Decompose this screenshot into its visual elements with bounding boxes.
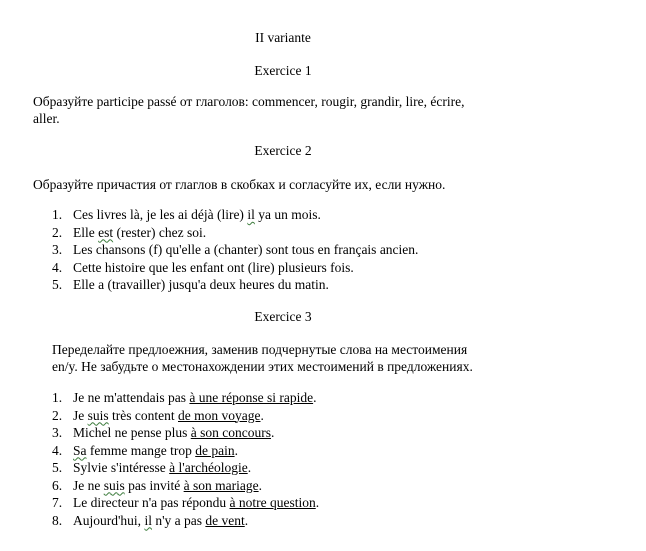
list-item-number: 5. (52, 277, 63, 292)
sentence-text: (rester) chez soi. (113, 224, 207, 240)
exercise-2-list (33, 206, 418, 294)
sentence-text: Le directeur n'a pas répondu (73, 495, 230, 510)
sentence-text: . (247, 460, 252, 475)
list-item (33, 389, 319, 407)
list-item-number: 4. (52, 259, 63, 275)
list-item (33, 512, 319, 530)
list-item (33, 259, 418, 277)
exercise-2-title: Exercice 2 (254, 143, 312, 158)
exercise-3-list (33, 389, 319, 529)
sentence-text: . (313, 390, 317, 405)
list-item (33, 459, 319, 477)
list-item (33, 206, 418, 224)
spellcheck-marked-word: suis (87, 407, 109, 423)
sentence-text: Cette histoire que les enfant ont (lire) plusieurs fois. (73, 259, 354, 275)
sentence-text: pas invité (124, 477, 184, 493)
list-item (33, 276, 418, 294)
sentence-text: Je (73, 407, 88, 423)
list-item-number: 5. (52, 460, 63, 475)
sentence-text: . (270, 425, 275, 440)
underlined-phrase: à son concours (190, 425, 271, 440)
list-item (33, 442, 319, 460)
underlined-phrase: de pain (195, 442, 235, 458)
list-item (33, 494, 319, 512)
sentence-text: . (234, 442, 238, 458)
list-item-number: 1. (52, 390, 63, 405)
exercise-3-instruction-line-2: en/y. Не забудьте о местонахождении этих местоимений в предложениях. (52, 359, 473, 374)
list-item (33, 424, 319, 442)
sentence-text: Les chansons (f) qu'elle a (chanter) sont tous en français ancien. (73, 242, 419, 257)
exercise-1-instruction-line-2: aller. (33, 111, 60, 126)
list-item (33, 241, 418, 259)
exercise-3-instruction (52, 341, 473, 375)
list-item (33, 407, 319, 425)
underlined-phrase: à notre question (229, 495, 316, 510)
list-item-number: 3. (52, 242, 63, 257)
sentence-text: ya un mois. (254, 207, 321, 222)
sentence-text: femme mange trop (86, 442, 196, 458)
sentence-text: Elle (73, 224, 99, 240)
sentence-text: Sylvie s'intéresse (73, 460, 170, 475)
spellcheck-marked-word: il (247, 207, 255, 222)
sentence-text: très content (108, 407, 178, 423)
underlined-phrase: de vent (205, 512, 245, 528)
list-item-number: 4. (52, 442, 63, 458)
list-item-number: 7. (52, 495, 63, 510)
spellcheck-marked-word: il (144, 512, 152, 528)
exercise-3-instruction-line-1: Переделайте предлоежния, заменив подчернутые слова на местоимения (52, 342, 468, 357)
sentence-text: Ces livres là, je les ai déjà (lire) (73, 207, 248, 222)
variant-heading: II variante (255, 30, 311, 45)
list-item-number: 2. (52, 407, 63, 423)
list-item-number: 6. (52, 477, 63, 493)
underlined-phrase: à une réponse si rapide (189, 390, 314, 405)
sentence-text: Michel ne pense plus (73, 425, 191, 440)
underlined-phrase: à son mariage (183, 477, 259, 493)
list-item-number: 2. (52, 224, 63, 240)
spellcheck-marked-word: est (98, 224, 114, 240)
sentence-text: Aujourd'hui, (73, 512, 145, 528)
sentence-text: . (258, 477, 262, 493)
list-item (33, 477, 319, 495)
list-item (33, 224, 418, 242)
sentence-text: Je ne m'attendais pas (73, 390, 190, 405)
spellcheck-marked-word: Sa (73, 442, 87, 458)
list-item-number: 8. (52, 512, 63, 528)
exercise-1-instruction-line-1: Образуйте participe passé от глаголов: commencer, rougir, grandir, lire, écrire, (33, 94, 465, 109)
sentence-text: Elle a (travailler) jusqu'a deux heures du matin. (73, 277, 329, 292)
sentence-text: . (244, 512, 249, 528)
exercise-1-title: Exercice 1 (254, 63, 312, 78)
exercise-2-instruction: Образуйте причастия от глаглов в скобках и согласуйте их, если нужно. (33, 177, 446, 192)
sentence-text: Je ne (73, 477, 104, 493)
sentence-text: . (315, 495, 320, 510)
spellcheck-marked-word: suis (103, 477, 125, 493)
list-item-number: 3. (52, 425, 63, 440)
exercise-3-title: Exercice 3 (254, 309, 312, 324)
exercise-1-instruction (33, 93, 464, 127)
list-item-number: 1. (52, 207, 63, 222)
sentence-text: n'y a pas (151, 512, 206, 528)
underlined-phrase: à l'archéologie (169, 460, 248, 475)
sentence-text: . (260, 407, 264, 423)
underlined-phrase: de mon voyage (178, 407, 261, 423)
